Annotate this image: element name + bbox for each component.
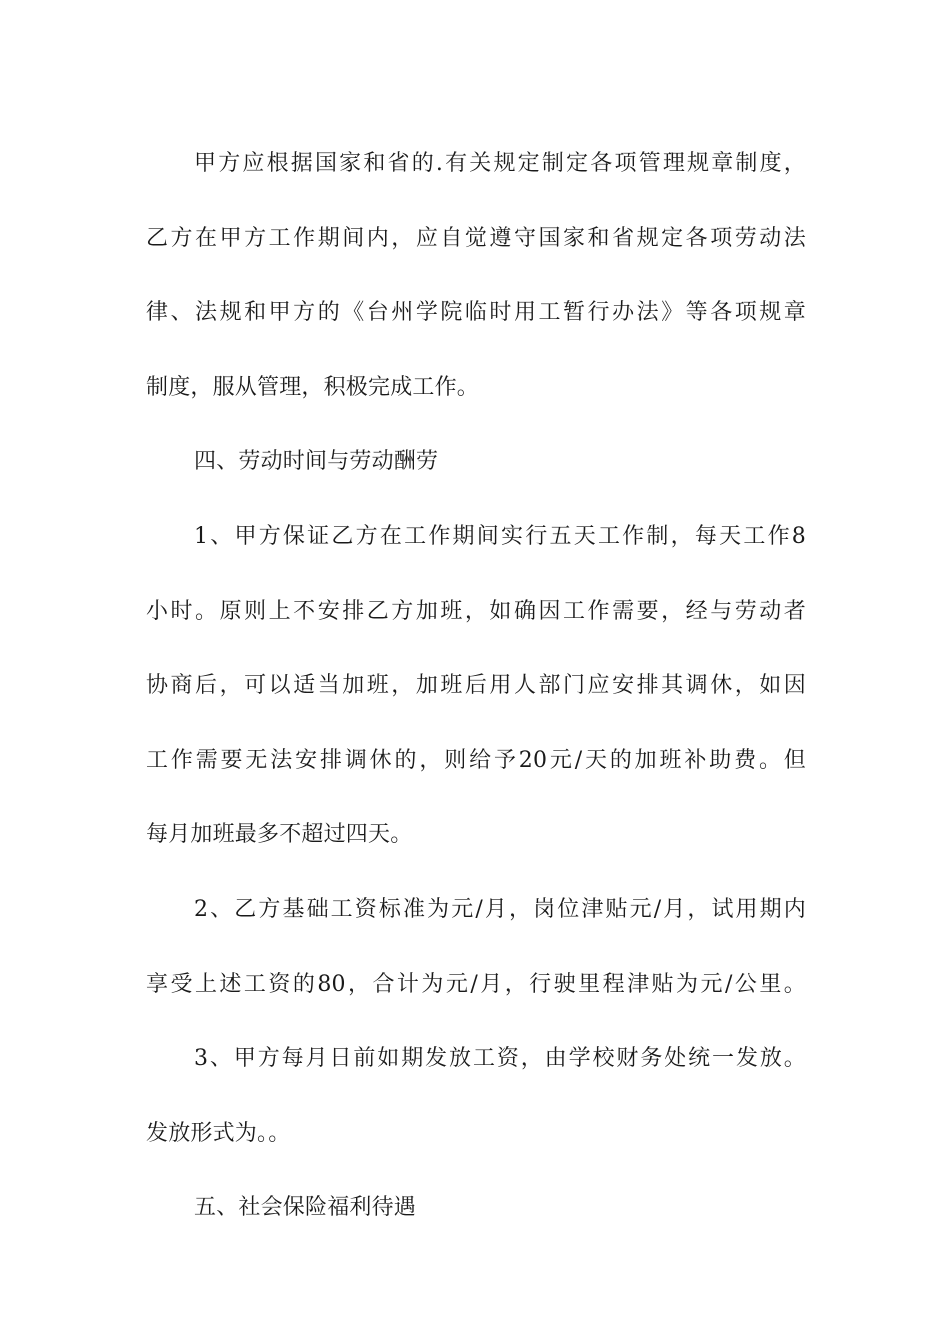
- text-line-3: 律、法规和甲方的《台州学院临时用工暂行办法》等各项规章: [146, 300, 806, 326]
- section-heading-4: 四、劳动时间与劳动酬劳: [194, 449, 439, 475]
- text-line-6: 1、甲方保证乙方在工作期间实行五天工作制，每天工作8: [194, 523, 806, 549]
- text-line-7: 小时。原则上不安排乙方加班，如确因工作需要，经与劳动者: [146, 598, 806, 624]
- section-heading-5: 五、社会保险福利待遇: [194, 1195, 417, 1221]
- text-line-2: 乙方在甲方工作期间内，应自觉遵守国家和省规定各项劳动法: [146, 225, 806, 251]
- text-line-1: 甲方应根据国家和省的.有关规定制定各项管理规章制度，: [194, 151, 806, 176]
- text-line-8: 协商后，可以适当加班，加班后用人部门应安排其调休，如因: [146, 673, 806, 699]
- text-line-13: 3、甲方每月日前如期发放工资，由学校财务处统一发放。: [194, 1046, 806, 1072]
- text-line-11: 2、乙方基础工资标准为元/月，岗位津贴元/月，试用期内: [194, 896, 806, 922]
- text-line-12: 享受上述工资的80，合计为元/月，行驶里程津贴为元/公里。: [146, 971, 806, 997]
- text-line-10: 每月加班最多不超过四天。: [146, 822, 413, 848]
- document-body: [146, 127, 806, 1246]
- text-line-4: 制度，服从管理，积极完成工作。: [146, 374, 480, 400]
- text-line-9: 工作需要无法安排调休的，则给予20元/天的加班补助费。但: [146, 747, 806, 773]
- text-line-14: 发放形式为。。: [146, 1120, 291, 1146]
